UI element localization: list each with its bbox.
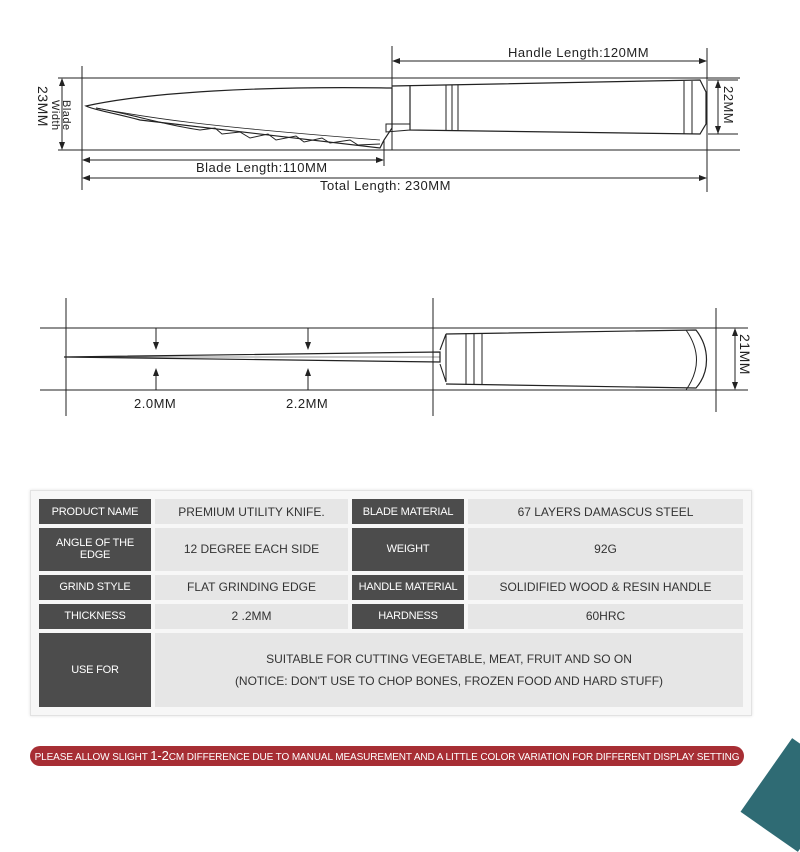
notice-text-emphasis: 1-2 xyxy=(150,748,169,763)
tip-thickness-label: 2.0MM xyxy=(134,396,177,411)
total-length-label: Total Length: 230MM xyxy=(320,178,451,193)
measurement-notice-bar xyxy=(30,746,744,766)
spec-row xyxy=(39,528,743,571)
handle-outline xyxy=(392,80,706,134)
blade-length-label: Blade Length:110MM xyxy=(196,160,328,175)
blade-width-label-2: Width xyxy=(49,100,61,131)
spec-value-thickness: 2 .2MM xyxy=(155,604,348,629)
spec-value-handle-material: SOLIDIFIED WOOD & RESIN HANDLE xyxy=(468,575,743,600)
spec-key-edge-angle: ANGLE OF THE EDGE xyxy=(39,528,151,571)
spec-key-handle-material: HANDLE MATERIAL xyxy=(352,575,464,600)
spec-key-use-for: USE FOR xyxy=(39,633,151,707)
spec-value-edge-angle: 12 DEGREE EACH SIDE xyxy=(155,528,348,571)
blade-width-value: 23MM xyxy=(35,86,51,127)
blade-width-label-1: Blade xyxy=(60,100,72,131)
corner-decoration xyxy=(741,738,800,852)
spec-key-grind-style: GRIND STYLE xyxy=(39,575,151,600)
spec-value-use-for xyxy=(155,633,743,707)
blade-outline xyxy=(86,88,392,148)
use-for-line-2: (NOTICE: DON'T USE TO CHOP BONES, FROZEN FOOD AND HARD STUFF) xyxy=(234,674,664,688)
handle-thickness-label: 21MM xyxy=(737,334,753,375)
spec-key-weight: WEIGHT xyxy=(352,528,464,571)
spec-value-grind-style: FLAT GRINDING EDGE xyxy=(155,575,348,600)
spec-key-thickness: THICKNESS xyxy=(39,604,151,629)
notice-text-after: CM DIFFERENCE DUE TO MANUAL MEASUREMENT AND A LITTLE COLOR VARIATION FOR DIFFERENT DISPLAY SETTING xyxy=(168,752,740,763)
spec-table xyxy=(30,490,752,716)
spec-row xyxy=(39,604,743,629)
use-for-line-1: SUITABLE FOR CUTTING VEGETABLE, MEAT, FRUIT AND SO ON xyxy=(266,652,632,666)
spec-key-blade-material: BLADE MATERIAL xyxy=(352,499,464,524)
spec-row xyxy=(39,499,743,524)
spec-row xyxy=(39,575,743,600)
spec-key-hardness: HARDNESS xyxy=(352,604,464,629)
handle-height-label: 22MM xyxy=(721,86,736,125)
notice-text-before: PLEASE ALLOW SLIGHT xyxy=(34,752,151,763)
spec-value-blade-material: 67 LAYERS DAMASCUS STEEL xyxy=(468,499,743,524)
spec-value-product-name: PREMIUM UTILITY KNIFE. xyxy=(155,499,348,524)
spec-row-use-for xyxy=(39,633,743,707)
spec-key-product-name: PRODUCT NAME xyxy=(39,499,151,524)
spec-value-weight: 92G xyxy=(468,528,743,571)
base-thickness-label: 2.2MM xyxy=(286,396,329,411)
handle-length-label: Handle Length:120MM xyxy=(508,45,650,60)
spec-value-hardness: 60HRC xyxy=(468,604,743,629)
